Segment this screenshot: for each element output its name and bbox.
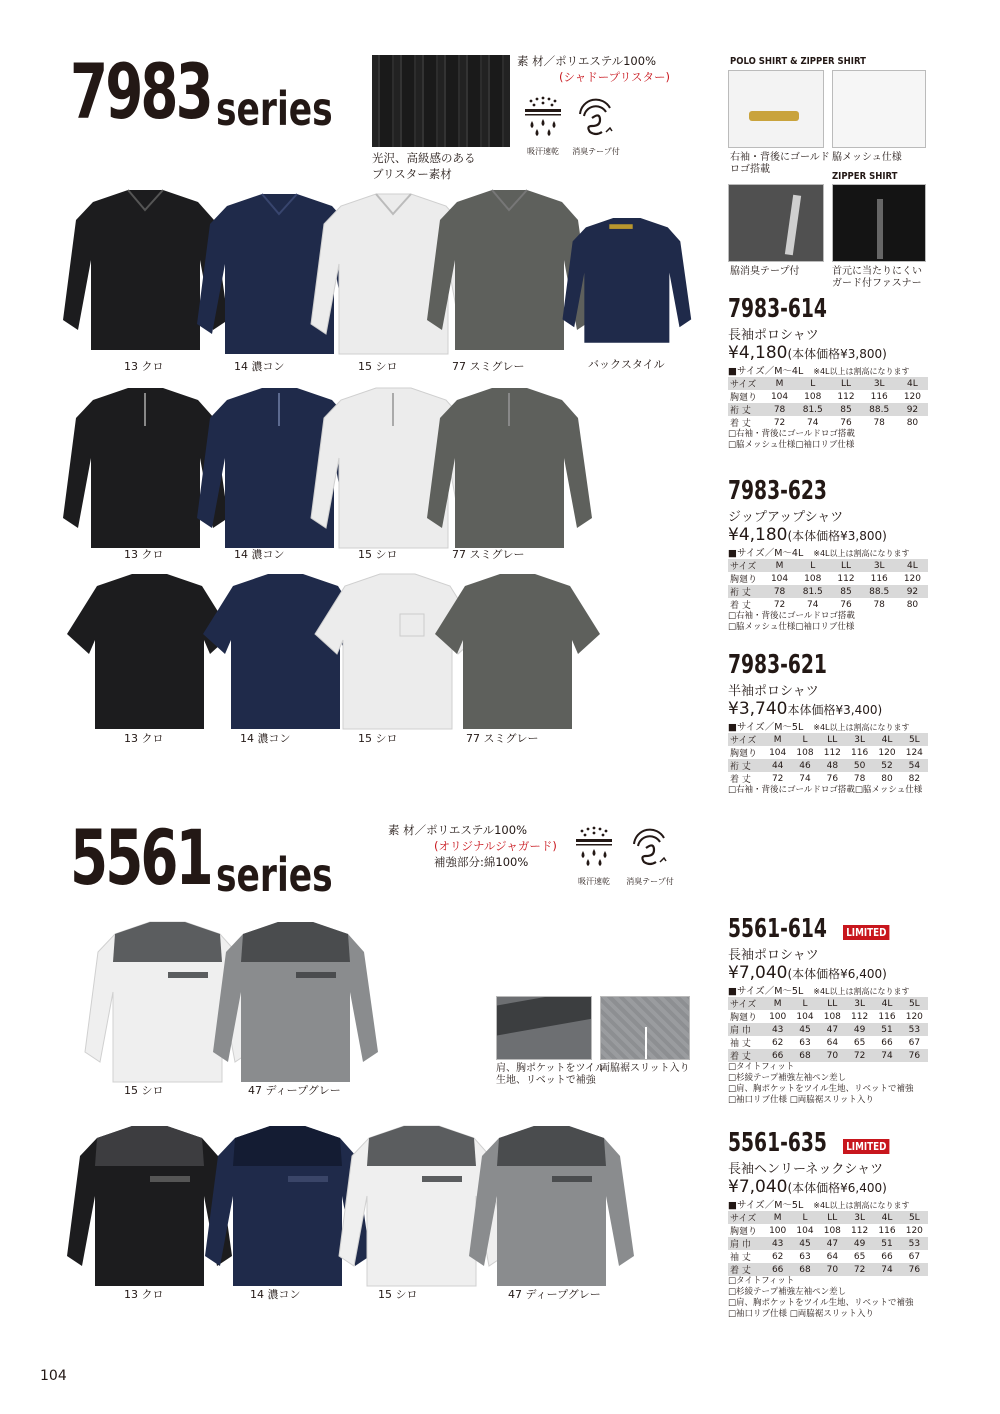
size-cell: 67 — [908, 1037, 921, 1048]
size-cell: 85 — [830, 585, 861, 598]
size-row — [728, 585, 928, 598]
size-cell: 着 丈 — [730, 775, 751, 785]
size-row — [728, 416, 928, 429]
size-cell: 68 — [791, 1049, 818, 1062]
size-cell: 49 — [846, 1237, 873, 1250]
size-cell: 47 — [819, 1237, 846, 1250]
series-word: series — [216, 848, 333, 902]
size-cell: 104 — [770, 573, 789, 584]
size-range: ■サイズ／M～5L ※4L以上は割高になります — [728, 1200, 910, 1211]
size-cell: サイズ — [728, 997, 764, 1010]
size-row — [728, 1263, 928, 1276]
size-cell: 3L — [846, 997, 873, 1010]
size-cell: L — [795, 559, 830, 572]
size-cell: LL — [819, 1211, 846, 1224]
size-cell: 104 — [769, 747, 787, 758]
feature-item: □肩、胸ポケットをツイル生地、リベットで補強 — [728, 1084, 914, 1094]
series-word: series — [216, 82, 333, 136]
caption-back-style: バックスタイル — [588, 358, 665, 371]
size-cell: 5L — [901, 733, 928, 746]
size-cell: 112 — [837, 391, 855, 402]
size-cell: 120 — [905, 1011, 923, 1022]
feature-item: □袖口リブ仕様 □両脇裾スリット入り — [728, 1095, 874, 1105]
caption-r1-3: 15 シロ — [358, 360, 398, 373]
sweat-dry-icon: 吸汗速乾 — [517, 96, 569, 157]
size-cell: M — [764, 377, 795, 390]
product-name: ジップアップシャツ — [728, 510, 844, 525]
feature-item: □袖口リブ仕様 □両脇裾スリット入り — [728, 1309, 874, 1319]
size-cell: 74 — [799, 773, 811, 784]
caption-5561-r1-2: 47 ディープグレー — [248, 1084, 341, 1097]
product-price: ¥3,740本体価格¥3,400) — [728, 699, 883, 719]
size-cell: 76 — [901, 1263, 928, 1276]
size-cell: 74 — [807, 599, 819, 610]
size-cell: 72 — [773, 417, 786, 428]
product-code: 5561-635 — [728, 1128, 827, 1158]
size-table — [728, 559, 928, 611]
size-row — [728, 403, 928, 416]
size-cell: 116 — [870, 573, 888, 584]
size-row — [728, 1237, 928, 1250]
size-cell: 64 — [826, 1037, 839, 1048]
size-cell: 81.5 — [795, 585, 830, 598]
size-cell: 4L — [873, 997, 900, 1010]
material-info-5561: 素 材／ポリエステル100% (オリジナルジャガード) 補強部分:綿100% — [388, 823, 557, 869]
zipper-heading: ZIPPER SHIRT — [832, 171, 898, 182]
product-price: ¥4,180(本体価格¥3,800) — [728, 525, 887, 545]
size-cell: 116 — [878, 1011, 896, 1022]
size-table — [728, 377, 928, 429]
detail-photo-mesh — [832, 70, 926, 148]
caption-r2-2: 14 濃コン — [234, 548, 285, 561]
feature-item: □タイトフィット — [728, 1062, 795, 1072]
size-cell: 76 — [840, 599, 852, 610]
size-cell: 胸廻り — [730, 749, 758, 759]
size-cell: 胸廻り — [730, 393, 758, 403]
size-cell: M — [764, 733, 791, 746]
size-cell: M — [764, 997, 791, 1010]
size-cell: 68 — [791, 1263, 818, 1276]
size-row — [728, 1036, 928, 1049]
size-cell: 124 — [905, 747, 923, 758]
feature-item: □肩、胸ポケットをツイル生地、リベットで補強 — [728, 1298, 914, 1308]
size-cell: 72 — [771, 773, 784, 784]
product-5561-614 — [728, 916, 954, 1106]
size-table — [728, 733, 928, 785]
size-cell: 92 — [897, 585, 928, 598]
size-cell: 66 — [881, 1037, 893, 1048]
limited-badge: LIMITED — [843, 1139, 890, 1154]
size-cell: 43 — [764, 1023, 791, 1036]
size-cell: 3L — [862, 559, 897, 572]
size-cell: 108 — [804, 573, 822, 584]
feature-list — [728, 429, 948, 451]
material-info: 素 材／ポリエステル100% (シャドープリスター) — [517, 54, 670, 84]
page-number: 104 — [40, 1368, 67, 1384]
product-code: 7983-621 — [728, 650, 827, 680]
size-row — [728, 598, 928, 611]
size-cell: 肩 巾 — [728, 1023, 764, 1036]
size-cell: 4L — [873, 1211, 900, 1224]
size-cell: 88.5 — [862, 403, 897, 416]
size-table — [728, 997, 928, 1062]
detail-heading: POLO SHIRT & ZIPPER SHIRT — [730, 56, 866, 67]
caption-r1-4: 77 スミグレー — [452, 360, 525, 373]
size-cell: 袖 丈 — [730, 1039, 751, 1049]
detail-caption-3: 脇消臭テープ付 — [730, 266, 800, 277]
size-cell: 裄 丈 — [728, 403, 764, 416]
size-cell: 120 — [905, 1225, 923, 1236]
size-cell: 52 — [873, 759, 900, 772]
size-cell: 65 — [853, 1037, 866, 1048]
product-name: 長袖ポロシャツ — [728, 948, 819, 963]
size-cell: 45 — [791, 1237, 818, 1250]
size-cell: 85 — [830, 403, 861, 416]
size-cell: 116 — [851, 747, 869, 758]
detail-caption-5561-2: 両脇裾スリット入り — [600, 1063, 690, 1074]
feature-item: □脇メッシュ仕様□袖口リブ仕様 — [728, 440, 855, 450]
size-cell: 108 — [796, 747, 814, 758]
caption-r3-2: 14 濃コン — [240, 732, 291, 745]
size-row — [728, 1224, 928, 1237]
size-cell: 72 — [773, 599, 786, 610]
size-cell: 4L — [897, 377, 928, 390]
size-table — [728, 1211, 928, 1276]
size-cell: 胸廻り — [730, 1013, 758, 1023]
size-cell: 76 — [901, 1049, 928, 1062]
size-cell: 70 — [819, 1049, 846, 1062]
size-cell: 76 — [840, 417, 852, 428]
size-cell: 112 — [851, 1011, 869, 1022]
size-cell: 袖 丈 — [730, 1253, 751, 1263]
size-cell: 108 — [804, 391, 822, 402]
size-cell: 78 — [764, 403, 795, 416]
size-cell: 3L — [846, 733, 873, 746]
size-row — [728, 1250, 928, 1263]
size-row — [728, 572, 928, 585]
size-cell: 53 — [901, 1237, 928, 1250]
series-number: 5561 — [70, 813, 211, 902]
size-cell: 112 — [851, 1225, 869, 1236]
size-cell: 108 — [823, 1225, 841, 1236]
size-cell: 64 — [826, 1251, 839, 1262]
size-cell: 47 — [819, 1023, 846, 1036]
caption-5561-r2-1: 13 クロ — [124, 1288, 164, 1301]
size-cell: 66 — [881, 1251, 893, 1262]
caption-r1-1: 13 クロ — [124, 360, 164, 373]
size-cell: 51 — [873, 1023, 900, 1036]
size-cell: 120 — [903, 573, 922, 584]
size-cell: 81.5 — [795, 403, 830, 416]
size-cell: M — [764, 1211, 791, 1224]
product-7983-621 — [728, 652, 948, 796]
caption-r2-4: 77 スミグレー — [452, 548, 525, 561]
size-row — [728, 377, 928, 390]
sweat-dry-icon-2: 吸汗速乾 — [568, 826, 620, 887]
size-range: ■サイズ／M～5L ※4L以上は割高になります — [728, 986, 910, 997]
limited-badge: LIMITED — [843, 925, 890, 940]
caption-r3-1: 13 クロ — [124, 732, 164, 745]
size-cell: 4L — [873, 733, 900, 746]
size-cell: 44 — [764, 759, 791, 772]
size-cell: 78 — [873, 417, 885, 428]
size-row — [728, 1010, 928, 1023]
size-cell: 92 — [897, 403, 928, 416]
size-cell: 74 — [873, 1263, 900, 1276]
size-cell: 着 丈 — [728, 1263, 764, 1276]
detail-caption-5561-1: 肩、胸ポケットをツイル 生地、リベットで補強 — [496, 1063, 605, 1086]
size-range: ■サイズ／M～4L ※4L以上は割高になります — [728, 366, 910, 377]
feature-item: □杉綾テープ補強左袖ペン差し — [728, 1073, 847, 1083]
size-cell: L — [791, 1211, 818, 1224]
size-cell: 78 — [853, 773, 866, 784]
size-cell: 45 — [791, 1023, 818, 1036]
size-row — [728, 746, 928, 759]
size-cell: 胸廻り — [730, 575, 758, 585]
size-row — [728, 772, 928, 785]
detail-caption-4: 首元に当たりにくい ガード付ファスナー — [832, 266, 922, 289]
size-cell: 46 — [791, 759, 818, 772]
size-cell: 100 — [769, 1011, 787, 1022]
feature-list — [728, 1276, 954, 1320]
size-cell: 116 — [878, 1225, 896, 1236]
size-cell: 66 — [764, 1049, 791, 1062]
size-cell: サイズ — [728, 733, 764, 746]
feature-list — [728, 1062, 954, 1106]
size-cell: 3L — [846, 1211, 873, 1224]
caption-5561-r2-4: 47 ディープグレー — [508, 1288, 601, 1301]
size-row — [728, 997, 928, 1010]
size-range: ■サイズ／M～4L ※4L以上は割高になります — [728, 548, 910, 559]
detail-photo-tape — [728, 184, 824, 262]
feature-item: □右袖・背後にゴールドロゴ搭載 — [728, 611, 855, 621]
size-cell: 88.5 — [862, 585, 897, 598]
size-cell: M — [764, 559, 795, 572]
detail-photo-zipper — [832, 184, 926, 262]
size-row — [728, 1023, 928, 1036]
caption-r1-2: 14 濃コン — [234, 360, 285, 373]
swatch-caption: 光沢、高級感のある ブリスター素材 — [372, 151, 476, 181]
size-cell: 裄 丈 — [728, 759, 764, 772]
size-cell: 5L — [901, 1211, 928, 1224]
size-cell: 49 — [846, 1023, 873, 1036]
size-cell: 116 — [870, 391, 888, 402]
size-cell: 78 — [873, 599, 885, 610]
size-cell: 54 — [901, 759, 928, 772]
product-price: ¥7,040(本体価格¥6,400) — [728, 1177, 887, 1197]
feature-item: □右袖・背後にゴールドロゴ搭載 — [728, 429, 855, 439]
size-cell: 78 — [764, 585, 795, 598]
size-cell: 70 — [819, 1263, 846, 1276]
size-cell: 66 — [764, 1263, 791, 1276]
size-cell: 120 — [903, 391, 922, 402]
size-cell: LL — [830, 559, 861, 572]
size-cell: 112 — [837, 573, 855, 584]
size-cell: 62 — [771, 1251, 784, 1262]
size-row — [728, 759, 928, 772]
feature-list — [728, 785, 948, 796]
size-cell: LL — [830, 377, 861, 390]
deodorant-tape-icon: 消臭テープ付 — [570, 96, 622, 157]
size-cell: 108 — [823, 1011, 841, 1022]
size-cell: 80 — [906, 417, 919, 428]
size-cell: 着 丈 — [728, 1049, 764, 1062]
feature-item: □杉綾テープ補強左袖ペン差し — [728, 1287, 847, 1297]
size-cell: 104 — [796, 1011, 814, 1022]
size-cell: 着 丈 — [730, 419, 751, 429]
size-cell: 裄 丈 — [728, 585, 764, 598]
product-code: 7983-623 — [728, 476, 827, 506]
feature-item: □右袖・背後にゴールドロゴ搭載□脇メッシュ仕様 — [728, 785, 923, 795]
size-cell: 120 — [878, 747, 896, 758]
size-cell: 48 — [819, 759, 846, 772]
series-number: 7983 — [70, 47, 211, 136]
product-price: ¥4,180(本体価格¥3,800) — [728, 343, 887, 363]
size-row — [728, 1211, 928, 1224]
size-cell: 43 — [764, 1237, 791, 1250]
size-cell: 65 — [853, 1251, 866, 1262]
size-cell: 着 丈 — [730, 601, 751, 611]
feature-item: □タイトフィット — [728, 1276, 795, 1286]
detail-caption-2: 脇メッシュ仕様 — [832, 152, 902, 163]
caption-5561-r2-2: 14 濃コン — [250, 1288, 301, 1301]
size-cell: 62 — [771, 1037, 784, 1048]
size-cell: 82 — [908, 773, 921, 784]
size-cell: 67 — [908, 1251, 921, 1262]
feature-list — [728, 611, 948, 633]
size-cell: 112 — [823, 747, 841, 758]
size-cell: 104 — [770, 391, 789, 402]
product-code: 5561-614 — [728, 914, 827, 944]
product-7983-614 — [728, 296, 948, 451]
size-cell: 63 — [799, 1251, 811, 1262]
size-cell: 肩 巾 — [728, 1237, 764, 1250]
size-cell: 53 — [901, 1023, 928, 1036]
size-cell: 63 — [799, 1037, 811, 1048]
size-cell: 100 — [769, 1225, 787, 1236]
size-cell: LL — [819, 733, 846, 746]
size-cell: 4L — [897, 559, 928, 572]
product-price: ¥7,040(本体価格¥6,400) — [728, 963, 887, 983]
size-cell: LL — [819, 997, 846, 1010]
size-cell: 76 — [826, 773, 839, 784]
product-name: 長袖ポロシャツ — [728, 328, 819, 343]
size-cell: 74 — [807, 417, 819, 428]
size-cell: L — [795, 377, 830, 390]
size-cell: L — [791, 997, 818, 1010]
size-cell: 72 — [846, 1263, 873, 1276]
caption-r2-3: 15 シロ — [358, 548, 398, 561]
size-row — [728, 733, 928, 746]
caption-r3-3: 15 シロ — [358, 732, 398, 745]
product-5561-635 — [728, 1130, 954, 1320]
size-cell: 5L — [901, 997, 928, 1010]
size-cell: L — [791, 733, 818, 746]
caption-r2-1: 13 クロ — [124, 548, 164, 561]
size-cell: サイズ — [728, 559, 764, 572]
size-cell: 51 — [873, 1237, 900, 1250]
size-cell: 72 — [846, 1049, 873, 1062]
caption-5561-r2-3: 15 シロ — [378, 1288, 418, 1301]
shirt-5561-635-black — [67, 1126, 232, 1286]
size-cell: 74 — [873, 1049, 900, 1062]
size-row — [728, 1049, 928, 1062]
size-cell: 104 — [796, 1225, 814, 1236]
size-cell: 3L — [862, 377, 897, 390]
size-range: ■サイズ／M～5L ※4L以上は割高になります — [728, 722, 910, 733]
product-code: 7983-614 — [728, 294, 827, 324]
product-name: 長袖ヘンリーネックシャツ — [728, 1162, 884, 1177]
size-cell: サイズ — [728, 377, 764, 390]
product-7983-623 — [728, 478, 948, 633]
detail-caption-1: 右袖・背後にゴールド ロゴ搭載 — [730, 152, 830, 175]
size-cell: サイズ — [728, 1211, 764, 1224]
product-name: 半袖ポロシャツ — [728, 684, 819, 699]
caption-r3-4: 77 スミグレー — [466, 732, 539, 745]
size-cell: 80 — [881, 773, 893, 784]
detail-photo-logo — [728, 70, 824, 148]
size-cell: 50 — [846, 759, 873, 772]
size-cell: 胸廻り — [730, 1227, 758, 1237]
caption-5561-r1-1: 15 シロ — [124, 1084, 164, 1097]
size-cell: 80 — [906, 599, 919, 610]
deodorant-tape-icon-2: 消臭テープ付 — [624, 826, 676, 887]
feature-item: □脇メッシュ仕様□袖口リブ仕様 — [728, 622, 855, 632]
size-row — [728, 559, 928, 572]
size-row — [728, 390, 928, 403]
